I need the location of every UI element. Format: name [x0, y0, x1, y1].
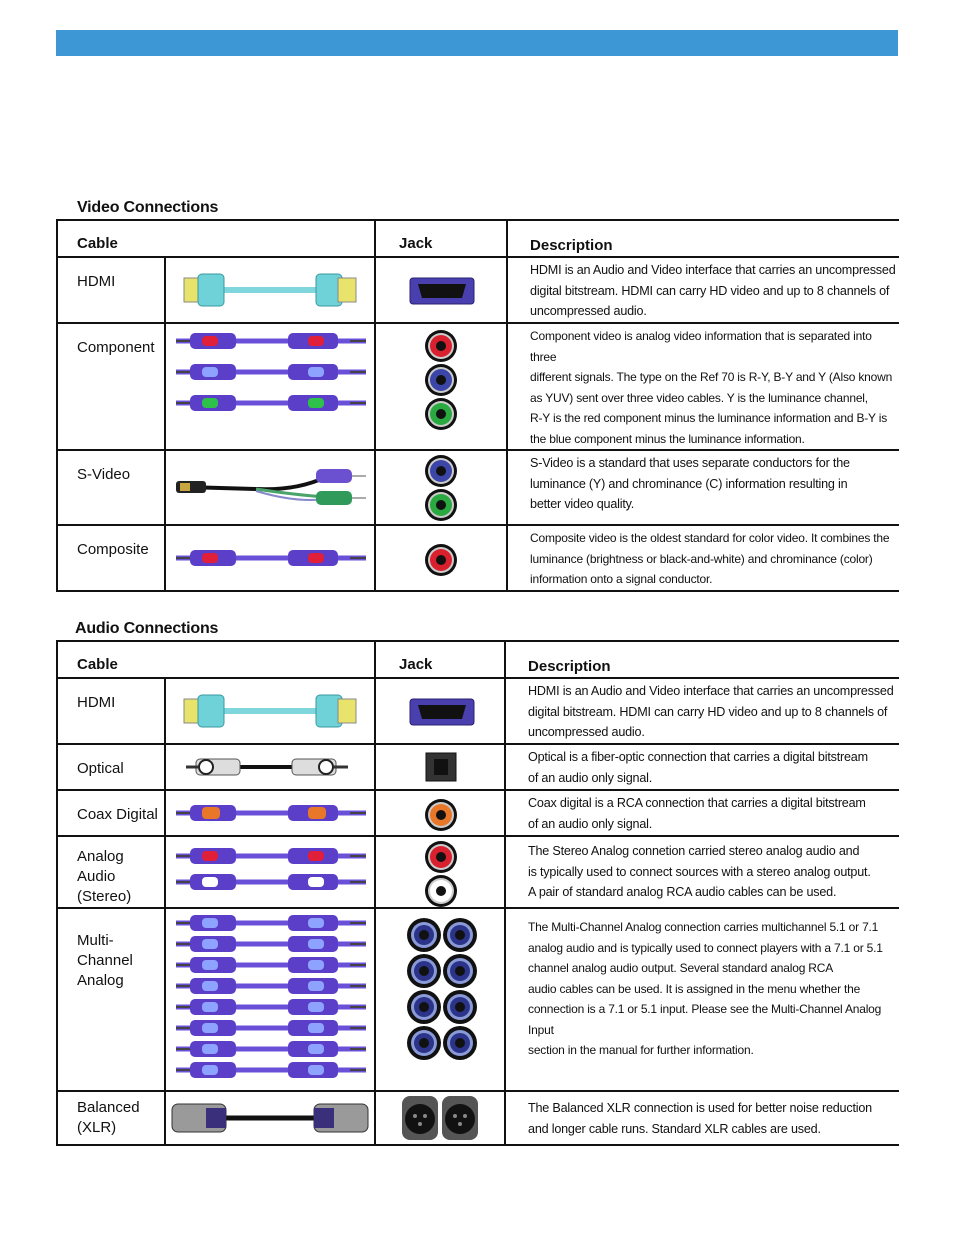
cable-name: Analog Audio (Stereo) — [57, 836, 165, 908]
s-video-cable-icon — [165, 450, 375, 525]
description-text: Coax digital is a RCA connection that carries a digital bitstream of an audio only signal. — [505, 790, 899, 836]
xlr-jack-icon — [375, 1091, 505, 1145]
component-cable-icon — [165, 323, 375, 450]
rca-jack-blue-green-icon — [375, 450, 507, 525]
table-row — [57, 908, 899, 1091]
table-row — [57, 323, 899, 450]
description-text: Optical is a fiber-optic connection that carries a digital bitstream of an audio only signal. — [505, 744, 899, 790]
table-row — [57, 1091, 899, 1145]
video-section-title: Video Connections — [77, 199, 219, 216]
rca-jack-red-white-icon — [375, 836, 505, 908]
table-header-row — [57, 641, 899, 678]
cable-name: Component — [57, 323, 165, 450]
description-text: HDMI is an Audio and Video interface that carries an uncompressed digital bitstream. HDMI can carry HD video and up to 8 channels of uncompressed audio. — [507, 257, 899, 323]
cable-name: HDMI — [57, 678, 165, 744]
audio-connections-table — [56, 640, 899, 1146]
cable-name: S-Video — [57, 450, 165, 525]
description-text: The Balanced XLR connection is used for better noise reduction and longer cable runs. Standard XLR cables are used. — [505, 1091, 899, 1145]
cable-name: Coax Digital — [57, 790, 165, 836]
description-text: Component video is analog video information that is separated into three different signals. The type on the Ref 70 is R-Y, B-Y and Y (Also known as YUV) sent over three video cables. Y is the luminance channel, R-Y is the red component minus the luminance information and B-Y is the blue component minus the luminance information. — [507, 323, 899, 450]
optical-cable-icon — [165, 744, 375, 790]
table-row — [57, 836, 899, 908]
cable-column-header: Cable — [57, 220, 375, 257]
multichannel-cable-icon — [165, 908, 375, 1091]
coax-cable-icon — [165, 790, 375, 836]
hdmi-cable-icon — [165, 678, 375, 744]
description-text: S-Video is a standard that uses separate conductors for the luminance (Y) and chrominance (C) information resulting in better video quality. — [507, 450, 899, 525]
table-row — [57, 525, 899, 591]
description-text: Composite video is the oldest standard for color video. It combines the luminance (brightness or black-and-white) and chrominance (color) information onto a signal conductor. — [507, 525, 899, 591]
audio-section-title: Audio Connections — [75, 620, 219, 637]
jack-column-header: Jack — [375, 641, 505, 678]
description-text: HDMI is an Audio and Video interface that carries an uncompressed digital bitstream. HDMI can carry HD video and up to 8 channels of uncompressed audio. — [505, 678, 899, 744]
hdmi-jack-icon — [375, 257, 507, 323]
jack-column-header: Jack — [375, 220, 507, 257]
table-row — [57, 257, 899, 323]
table-header-row — [57, 220, 899, 257]
stereo-rca-cable-icon — [165, 836, 375, 908]
description-column-header: Description — [507, 220, 899, 257]
composite-cable-icon — [165, 525, 375, 591]
hdmi-cable-icon — [165, 257, 375, 323]
table-row — [57, 744, 899, 790]
description-column-header: Description — [505, 641, 899, 678]
optical-jack-icon — [375, 744, 505, 790]
cable-name: HDMI — [57, 257, 165, 323]
rca-jack-orange-icon — [375, 790, 505, 836]
video-connections-table — [56, 219, 899, 592]
table-row — [57, 790, 899, 836]
rca-jack-red-icon — [375, 525, 507, 591]
table-row — [57, 678, 899, 744]
cable-name: Multi- Channel Analog — [57, 908, 165, 1091]
hdmi-jack-icon — [375, 678, 505, 744]
cable-name: Composite — [57, 525, 165, 591]
cable-name: Balanced (XLR) — [57, 1091, 165, 1145]
rca-jack-8-blue-icon — [375, 908, 505, 1091]
description-text: The Multi-Channel Analog connection carries multichannel 5.1 or 7.1 analog audio and is typically used to connect players with a 7.1 or 5.1 channel analog audio output. Several standard analog RCA audio cables can be used. It is assigned in the menu whether the connection is a 7.1 or 5.1 input. Please see the Multi-Channel Analog Input section in the manual for further information. — [505, 908, 899, 1091]
rca-jack-red-blue-green-icon — [375, 323, 507, 450]
header-bar — [56, 30, 898, 56]
description-text: The Stereo Analog connetion carried stereo analog audio and is typically used to connect sources with a stereo analog output. A pair of standard analog RCA audio cables can be used. — [505, 836, 899, 908]
table-row — [57, 450, 899, 525]
cable-column-header: Cable — [57, 641, 375, 678]
xlr-cable-icon — [165, 1091, 375, 1145]
cable-name: Optical — [57, 744, 165, 790]
